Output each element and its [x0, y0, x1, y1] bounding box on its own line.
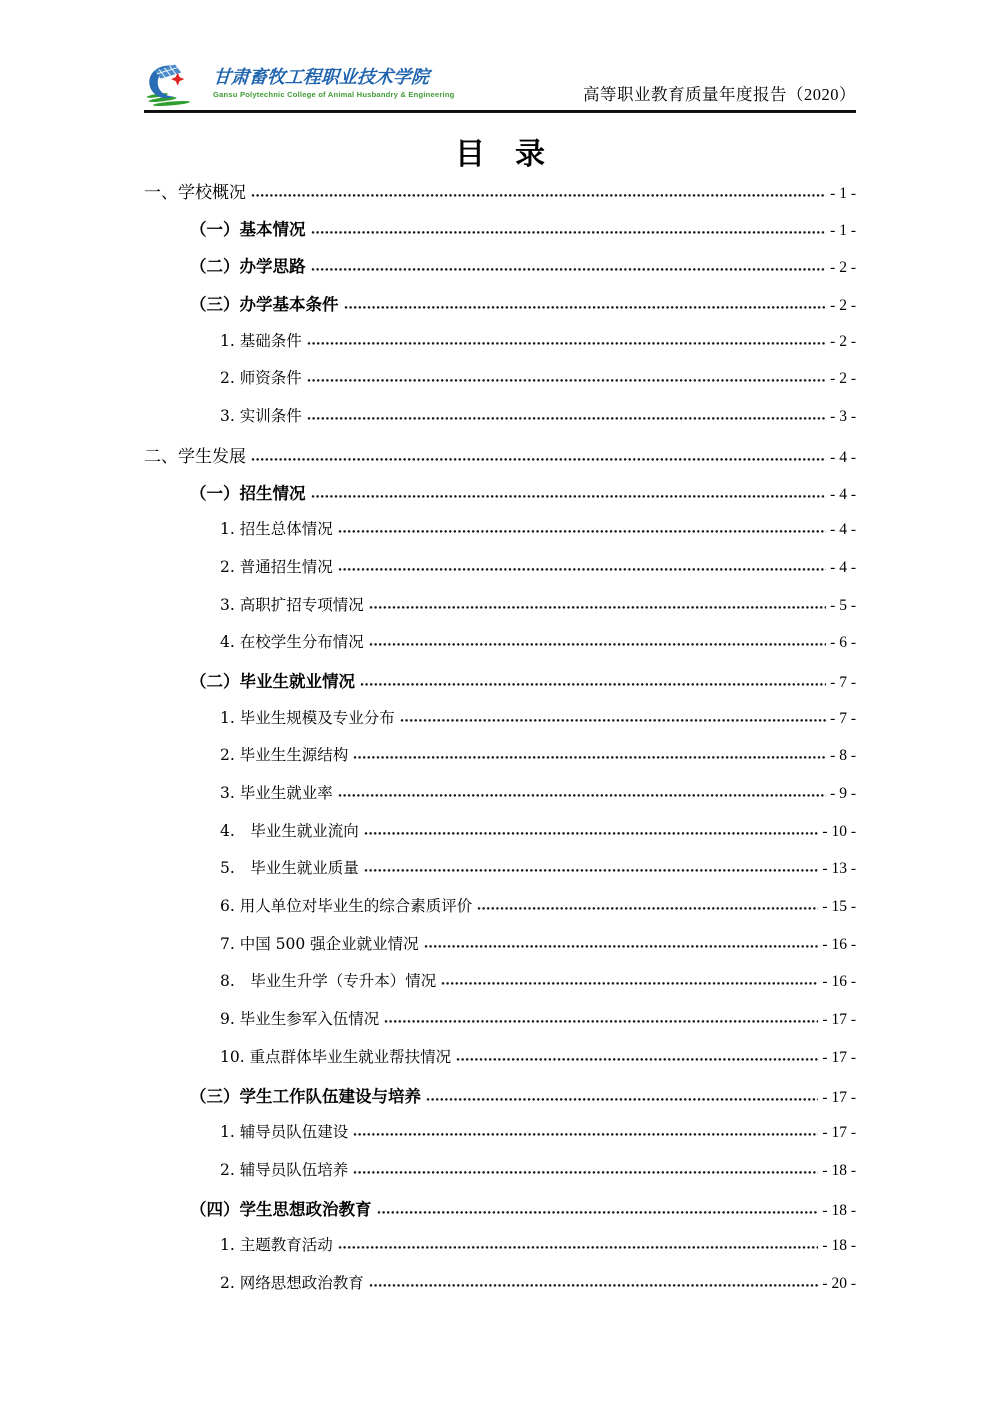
toc-page-number: - 15 -: [822, 898, 856, 916]
toc-leader-dots: [311, 494, 827, 499]
toc-entry-label: 4. 毕业生就业流向: [220, 821, 359, 840]
toc-entry-label: （三）学生工作队伍建设与培养: [190, 1086, 421, 1106]
toc-entry[interactable]: [144, 1233, 856, 1271]
toc-page-number: - 4 -: [830, 521, 856, 539]
toc-page-number: - 4 -: [830, 485, 856, 503]
toc-entry-label: （四）学生思想政治教育: [190, 1199, 372, 1219]
toc-list: [144, 178, 856, 1309]
toc-entry[interactable]: [144, 291, 856, 329]
toc-entry[interactable]: [144, 253, 856, 291]
toc-leader-dots: [369, 1283, 819, 1288]
toc-leader-dots: [338, 529, 826, 534]
toc-entry-label: 1. 基础条件: [220, 331, 302, 350]
toc-entry[interactable]: [144, 1196, 856, 1234]
toc-leader-dots: [338, 1245, 819, 1250]
toc-leader-dots: [344, 305, 827, 310]
toc-leader-dots: [364, 831, 819, 836]
header-divider: [144, 110, 856, 113]
toc-entry[interactable]: [144, 1007, 856, 1045]
toc-entry-label: （一）基本情况: [190, 219, 306, 239]
toc-page-number: - 16 -: [822, 973, 856, 991]
toc-entry[interactable]: [144, 932, 856, 970]
toc-entry[interactable]: [144, 1045, 856, 1083]
toc-entry-label: 7. 中国 500 强企业就业情况: [220, 934, 419, 953]
toc-entry-label: （二）毕业生就业情况: [190, 671, 355, 691]
toc-entry[interactable]: [144, 366, 856, 404]
toc-entry[interactable]: [144, 1158, 856, 1196]
college-name-block: [213, 69, 454, 99]
toc-entry-label: 二、学生发展: [144, 446, 246, 466]
toc-leader-dots: [360, 682, 826, 687]
toc-entry[interactable]: [144, 442, 856, 480]
toc-entry[interactable]: [144, 329, 856, 367]
toc-leader-dots: [441, 981, 818, 986]
toc-entry-label: 2. 网络思想政治教育: [220, 1273, 364, 1292]
toc-entry[interactable]: [144, 894, 856, 932]
college-logo: [144, 60, 454, 108]
toc-leader-dots: [353, 1132, 818, 1137]
toc-leader-dots: [364, 868, 819, 873]
toc-leader-dots: [456, 1057, 818, 1062]
toc-entry-label: （二）办学思路: [190, 257, 306, 277]
toc-leader-dots: [400, 718, 826, 723]
toc-page-number: - 17 -: [822, 1124, 856, 1142]
toc-entry[interactable]: [144, 1083, 856, 1121]
toc-page-number: - 17 -: [822, 1048, 856, 1066]
toc-leader-dots: [311, 267, 827, 272]
toc-entry-label: 8. 毕业生升学（专升本）情况: [220, 972, 437, 991]
toc-entry[interactable]: [144, 856, 856, 894]
toc-page-number: - 5 -: [830, 596, 856, 614]
toc-page-number: - 9 -: [830, 785, 856, 802]
toc-page-number: - 2 -: [830, 332, 856, 350]
report-title: 高等职业教育质量年度报告（2020）: [583, 85, 856, 104]
toc-leader-dots: [307, 341, 826, 346]
toc-leader-dots: [338, 567, 826, 572]
toc-page-number: - 4 -: [830, 558, 856, 576]
toc-leader-dots: [307, 416, 826, 421]
toc-entry[interactable]: [144, 1120, 856, 1158]
toc-entry[interactable]: [144, 480, 856, 518]
toc-page-number: - 20 -: [822, 1274, 856, 1292]
toc-page-number: - 3 -: [830, 408, 856, 426]
toc-page-number: - 13 -: [822, 860, 856, 878]
toc-page-number: - 18 -: [822, 1237, 856, 1255]
toc-leader-dots: [377, 1210, 819, 1215]
toc-entry-label: （一）招生情况: [190, 483, 306, 503]
toc-entry-label: 6. 用人单位对毕业生的综合素质评价: [220, 897, 473, 916]
toc-page-number: - 7 -: [830, 673, 856, 691]
page-header: [144, 0, 856, 108]
toc-leader-dots: [251, 457, 826, 462]
toc-leader-dots: [307, 378, 826, 383]
toc-entry-label: 3. 实训条件: [220, 407, 302, 426]
toc-entry[interactable]: [144, 630, 856, 668]
toc-page-number: - 6 -: [830, 634, 856, 652]
toc-leader-dots: [426, 1097, 818, 1102]
toc-entry-label: 1. 招生总体情况: [220, 520, 333, 539]
toc-title: 目 录: [455, 137, 545, 172]
toc-leader-dots: [338, 793, 826, 798]
toc-page-number: - 16 -: [822, 935, 856, 953]
toc-leader-dots: [251, 193, 826, 198]
toc-entry-label: 2. 普通招生情况: [220, 557, 333, 576]
toc-page-number: - 2 -: [830, 370, 856, 388]
college-name-en: Gansu Polytechnic College of Animal Husbandry & Engineering: [213, 89, 455, 99]
toc-entry[interactable]: [144, 404, 856, 442]
toc-leader-dots: [369, 642, 826, 647]
toc-leader-dots: [353, 1170, 818, 1175]
toc-entry-label: 2. 毕业生生源结构: [220, 746, 349, 765]
toc-entry[interactable]: [144, 781, 856, 819]
toc-entry-label: 4. 在校学生分布情况: [220, 633, 364, 652]
toc-entry-label: 1. 主题教育活动: [220, 1236, 333, 1255]
toc-page-number: - 1 -: [830, 221, 856, 239]
toc-page-number: - 2 -: [830, 297, 856, 315]
toc-entry-label: 9. 毕业生参军入伍情况: [220, 1010, 380, 1029]
toc-entry-label: （三）办学基本条件: [190, 295, 339, 315]
toc-entry[interactable]: [144, 216, 856, 254]
toc-entry[interactable]: [144, 1271, 856, 1309]
toc-page-number: - 1 -: [830, 185, 856, 202]
toc-entry-label: 3. 高职扩招专项情况: [220, 595, 364, 614]
toc-leader-dots: [311, 230, 827, 235]
toc-page-number: - 4 -: [830, 448, 856, 466]
toc-entry[interactable]: [144, 969, 856, 1007]
toc-page-number: - 2 -: [830, 259, 856, 277]
toc-entry[interactable]: [144, 668, 856, 706]
toc-entry[interactable]: [144, 819, 856, 857]
toc-entry[interactable]: [144, 743, 856, 781]
toc-entry-label: 2. 师资条件: [220, 369, 302, 388]
toc-page-number: - 18 -: [822, 1161, 856, 1179]
toc-entry-label: 3. 毕业生就业率: [220, 784, 333, 802]
toc-page-number: - 10 -: [822, 822, 856, 840]
toc-entry-label: 1. 毕业生规模及专业分布: [220, 708, 395, 727]
college-logo-icon: [144, 60, 206, 108]
toc-entry[interactable]: [144, 517, 856, 555]
toc-leader-dots: [369, 605, 826, 610]
toc-entry[interactable]: [144, 555, 856, 593]
toc-entry-label: 5. 毕业生就业质量: [220, 859, 359, 878]
toc-entry[interactable]: [144, 178, 856, 216]
toc-entry[interactable]: [144, 593, 856, 631]
toc-page-number: - 8 -: [830, 747, 856, 765]
toc-page-number: - 18 -: [822, 1201, 856, 1219]
toc-entry-label: 一、学校概况: [144, 183, 246, 202]
toc-entry[interactable]: [144, 706, 856, 744]
college-name-zh: 甘肃畜牧工程职业技术学院: [212, 67, 430, 89]
toc-entry-label: 2. 辅导员队伍培养: [220, 1160, 349, 1179]
toc-page-number: - 17 -: [822, 1011, 856, 1029]
toc-leader-dots: [353, 755, 826, 760]
toc-leader-dots: [424, 944, 819, 949]
toc-page-number: - 7 -: [830, 709, 856, 727]
toc-leader-dots: [384, 1019, 818, 1024]
toc-entry-label: 1. 辅导员队伍建设: [220, 1123, 349, 1142]
toc-entry-label: 10. 重点群体毕业生就业帮扶情况: [220, 1047, 452, 1066]
toc-page-number: - 17 -: [822, 1088, 856, 1106]
toc-leader-dots: [477, 906, 818, 911]
